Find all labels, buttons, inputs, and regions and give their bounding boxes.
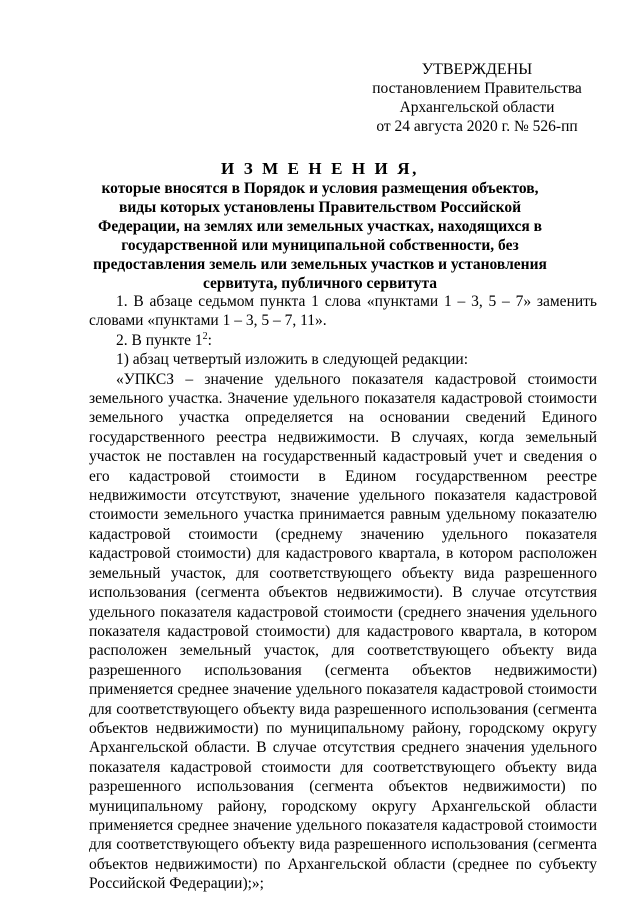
approval-block bbox=[362, 60, 592, 136]
title-subtitle: которые вносятся в Порядок и условия размещения объектов, виды которых установлены Правительством Российской Федерации, на землях или земельных участках, находящихся в государственной или муниципальной собственности, без предоставления земель или земельных участков и установления сервитута, публичного сервитута bbox=[93, 180, 547, 292]
paragraph-1: 1. В абзаце седьмом пункта 1 слова «пунктами 1 – 3, 5 – 7» заменить словами «пунктами 1 – 3, 5 – 7, 11». bbox=[89, 293, 597, 330]
document-body bbox=[89, 292, 597, 894]
paragraph-2-text: 2. В пункте 1 bbox=[116, 331, 203, 349]
approval-line: Архангельской области bbox=[399, 99, 555, 116]
document-title bbox=[90, 159, 550, 293]
approval-heading: УТВЕРЖДЕНЫ bbox=[421, 61, 533, 78]
title-heading: И З М Е Н Е Н И Я, bbox=[221, 159, 419, 178]
paragraph-4: «УПКСЗ – значение удельного показателя кадастровой стоимости земельного участка. Значение удельного показателя кадастровой стоимости земельного участка определяется на основании сведений Единого государственного реестра недвижимости. В случаях, когда земельный участок не поставлен на государственный кадастровый учет и сведения о его кадастровой стоимости в Едином государственном реестре недвижимости отсутствуют, значение удельного показателя кадастровой стоимости земельного участка принимается равным удельному показателю кадастровой стоимости (среднему значению удельного показателя кадастровой стоимости) для кадастрового квартала, в котором расположен земельный участок, для соответствующего объекту вида разрешенного использования (сегмента объектов недвижимости). В случае отсутствия удельного показателя кадастровой стоимости (среднего значения удельного показателя кадастровой стоимости) для кадастрового квартала, в котором расположен земельный участок, для соответствующего объекту вида разрешенного использования (сегмента объектов недвижимости) применяется среднее значение удельного показателя кадастровой стоимости для соответствующего объекту вида разрешенного использования (сегмента объектов недвижимости) по муниципальному району, городскому округу Архангельской области. В случае отсутствия среднего значения удельного показателя кадастровой стоимости для соответствующего объекту вида разрешенного использования (сегмента объектов недвижимости) по муниципальному району, городскому округу Архангельской области применяется среднее значение удельного показателя кадастровой стоимости для соответствующего объекту вида разрешенного использования (сегмента объектов недвижимости) по Архангельской области (среднее по субъекту Российской Федерации);»; bbox=[89, 370, 597, 893]
paragraph-2-end: : bbox=[207, 331, 212, 349]
paragraph-3: 1) абзац четвертый изложить в следующей редакции: bbox=[116, 351, 469, 369]
paragraph-2 bbox=[89, 331, 597, 350]
paragraph-2-superscript: 2 bbox=[202, 330, 208, 342]
approval-line: постановлением Правительства bbox=[372, 80, 582, 97]
approval-date-line: от 24 августа 2020 г. № 526-пп bbox=[376, 118, 578, 135]
